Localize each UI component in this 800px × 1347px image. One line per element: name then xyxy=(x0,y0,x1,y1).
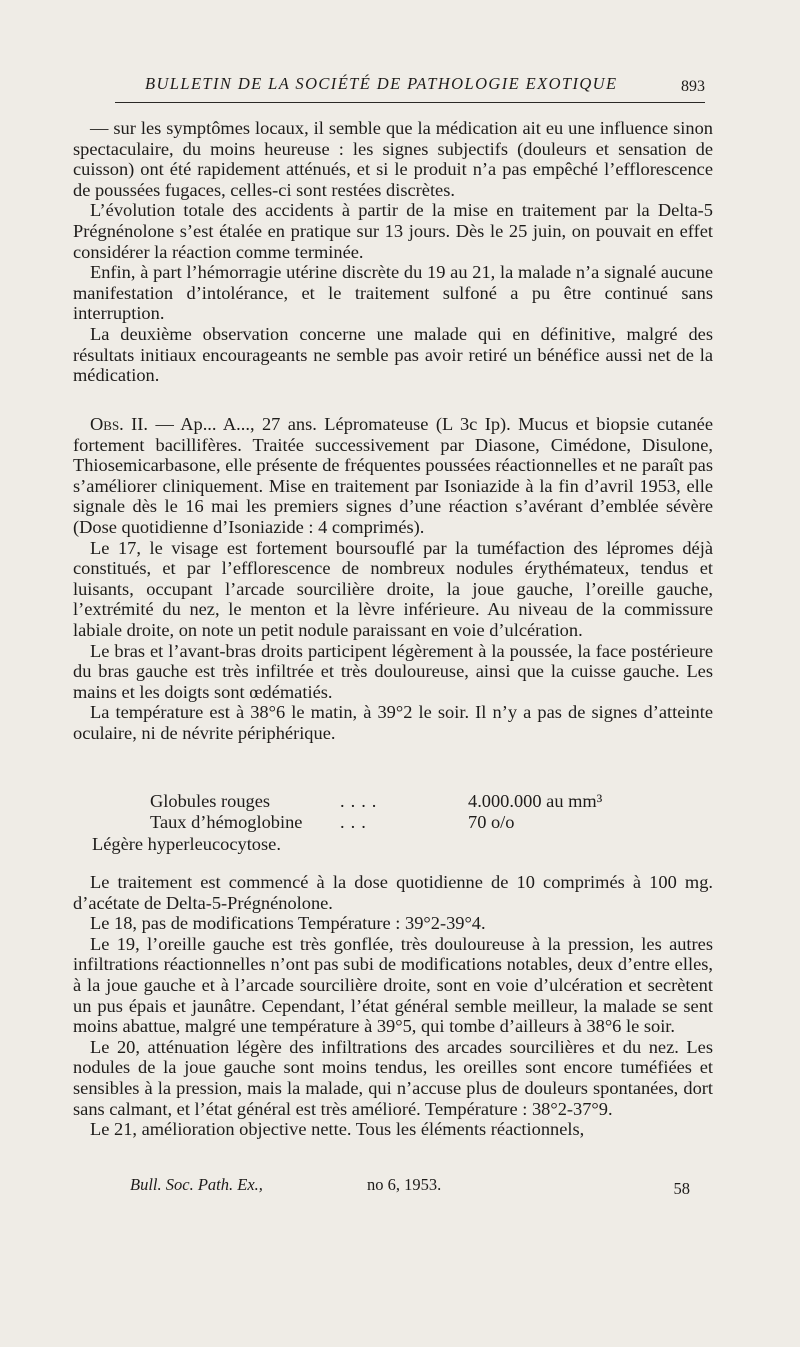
paragraph: Enfin, à part l’hémorragie utérine discrète du 19 au 21, la malade n’a signalé aucune manifestation d’intolérance, et le traitement sulfoné a pu être continué sans interruption. xyxy=(73,262,713,324)
lab-results xyxy=(150,791,670,833)
issue-reference: no 6, 1953. xyxy=(367,1175,442,1194)
paragraph: L’évolution totale des accidents à partir de la mise en traitement par la Delta-5 Prégnénolone s’est étalée en pratique sur 13 jours. Dès le 25 juin, on pouvait en effet considérer la réaction comme terminée. xyxy=(73,200,713,262)
paragraph: — sur les symptômes locaux, il semble que la médication ait eu une influence sinon spectaculaire, du moins heureuse : les signes subjectifs (douleurs et sensation de cuisson) ont été rapidement atténués, et si le produit n’a pas empêché l’efflorescence de poussées fugaces, celles-ci sont restées discrètes. xyxy=(73,118,713,200)
paragraph: Le bras et l’avant-bras droits participent légèrement à la poussée, la face postérieure du bras gauche est très infiltrée et très douloureuse, ainsi que la cuisse gauche. Les mains et les doigts sont œdématiés. xyxy=(73,640,713,702)
paragraph: Le 18, pas de modifications Température : 39°2-39°4. xyxy=(90,913,486,934)
lab-row xyxy=(150,791,670,812)
lab-value: 70 o/o xyxy=(468,812,515,832)
page-footer xyxy=(130,1175,690,1199)
observation-section xyxy=(73,414,713,744)
observation-lead: — Ap... A..., 27 ans. Lépromateuse (L 3c Ip). Mucus et biopsie cutanée fortement bacillifères. Traitée successivement par Diasone, Cimédone, Disulone, Thiosemicarbasone, elle présente de fréquentes poussées réactionnelles et ne paraît pas s’améliorer cliniquement. Mise en traitement par Isoniazide à la fin d’avril 1953, elle signale dès le 16 mai les premiers signes d’une réaction s’avérant d’emblée sévère (Dose quotidienne d’Isoniazide : 4 comprimés). xyxy=(73,414,713,537)
lab-leader-dots: .... xyxy=(340,791,383,811)
paragraph: La température est à 38°6 le matin, à 39°2 le soir. Il n’y a pas de signes d’atteinte oculaire, ni de névrite périphérique. xyxy=(73,702,713,743)
paragraph: Le traitement est commencé à la dose quotidienne de 10 comprimés à 100 mg. d’acétate de Delta-5-Prégnénolone. xyxy=(73,872,713,913)
sheet-number: 58 xyxy=(673,1179,690,1198)
paragraph: Le 17, le visage est fortement boursouflé par la tuméfaction des lépromes déjà constitués, et par l’efflorescence de nombreux nodules érythémateux, tendus et luisants, occupant l’arcade sourcilière droite, la joue gauche, l’oreille gauche, l’extrémité du nez, le menton et la lèvre inférieure. Au niveau de la commissure labiale droite, on note un petit nodule paraissant en voie d’ulcération. xyxy=(73,537,713,640)
paragraph: Le 20, atténuation légère des infiltrations des arcades sourcilières et du nez. Les nodules de la joue gauche sont moins tendus, les oreilles sont encore tuméfiées et sensibles à la pression, mais la malade, qui n’accuse plus de douleurs spontanées, dort sans calmant, et l’état général est très amélioré. Température : 38°2-37°9. xyxy=(73,1036,713,1119)
page-number: 893 xyxy=(681,78,705,95)
journal-reference: Bull. Soc. Path. Ex., xyxy=(130,1175,263,1194)
lab-value: 4.000.000 au mm³ xyxy=(468,791,603,811)
journal-title: BULLETIN DE LA SOCIÉTÉ DE PATHOLOGIE EXOTIQUE xyxy=(145,74,618,93)
lab-note: Légère hyperleucocytose. xyxy=(92,834,281,854)
lab-name: Globules rouges xyxy=(150,791,271,811)
paragraph: Le 19, l’oreille gauche est très gonflée, très douloureuse à la pression, les autres infiltrations réactionnelles n’ont pas subi de modifications notables, deux d’entre elles, à la joue gauche et à l’arcade sourcilière droite, sont en voie d’ulcération et secrètent un pus épais et jaunâtre. Cependant, l’état général semble meilleur, la malade se sent moins abattue, malgré une température à 39°5, qui tombe d’ailleurs à 38°6 le soir. xyxy=(73,933,713,1037)
lab-row xyxy=(150,812,670,833)
observation-label: Obs. II. xyxy=(90,414,149,434)
header-rule xyxy=(115,102,705,103)
lab-name: Taux d’hémoglobine xyxy=(150,812,303,832)
lab-leader-dots: ... xyxy=(340,812,372,832)
running-header xyxy=(115,72,705,106)
paragraph: Le 21, amélioration objective nette. Tous les éléments réactionnels, xyxy=(90,1119,585,1140)
observation-intro xyxy=(73,414,713,538)
paragraph: La deuxième observation concerne une malade qui en définitive, malgré des résultats initiaux encourageants ne semble pas avoir retiré un bénéfice aussi net de la médication. xyxy=(73,323,713,386)
treatment-text xyxy=(73,872,713,1140)
intro-text xyxy=(73,118,713,386)
